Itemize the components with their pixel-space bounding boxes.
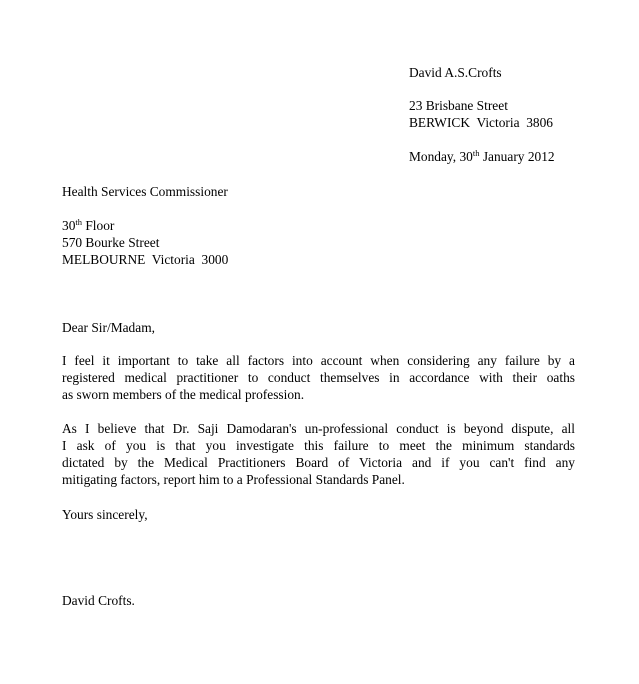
- paragraph-2-line: As I believe that Dr. Saji Damodaran's un-professional conduct is beyond dispute, all: [62, 421, 575, 436]
- paragraph-2-line: I ask of you is that you investigate this failure to meet the minimum standards: [62, 438, 575, 453]
- recipient-city: MELBOURNE Victoria 3000: [62, 252, 229, 267]
- closing: Yours sincerely,: [62, 507, 148, 522]
- paragraph-2-line: dictated by the Medical Practitioners Board of Victoria and if you can't find any: [62, 455, 575, 470]
- floor-label: Floor: [82, 218, 115, 233]
- letter-date: [409, 148, 555, 165]
- date-day: Monday, 30: [409, 149, 473, 164]
- body-paragraph-2: [62, 420, 575, 488]
- recipient-title: Health Services Commissioner: [62, 184, 228, 199]
- recipient-floor: [62, 217, 114, 234]
- paragraph-1-line: as sworn members of the medical profession.: [62, 387, 305, 402]
- paragraph-1-line: I feel it important to take all factors into account when considering any failure by a: [62, 353, 575, 368]
- paragraph-1-line: registered medical practitioner to conduct themselves in accordance with their oaths: [62, 370, 575, 385]
- sender-name: David A.S.Crofts: [409, 65, 502, 80]
- date-month-year: January 2012: [479, 149, 555, 164]
- floor-ordinal: th: [75, 217, 83, 227]
- signature-name: David Crofts.: [62, 593, 135, 608]
- floor-number: 30: [62, 218, 76, 233]
- paragraph-2-line: mitigating factors, report him to a Professional Standards Panel.: [62, 472, 405, 487]
- body-paragraph-1: [62, 352, 575, 403]
- sender-suburb: BERWICK Victoria 3806: [409, 115, 554, 130]
- salutation: Dear Sir/Madam,: [62, 320, 155, 335]
- recipient-street: 570 Bourke Street: [62, 235, 160, 250]
- date-ordinal: th: [472, 148, 480, 158]
- sender-street: 23 Brisbane Street: [409, 98, 508, 113]
